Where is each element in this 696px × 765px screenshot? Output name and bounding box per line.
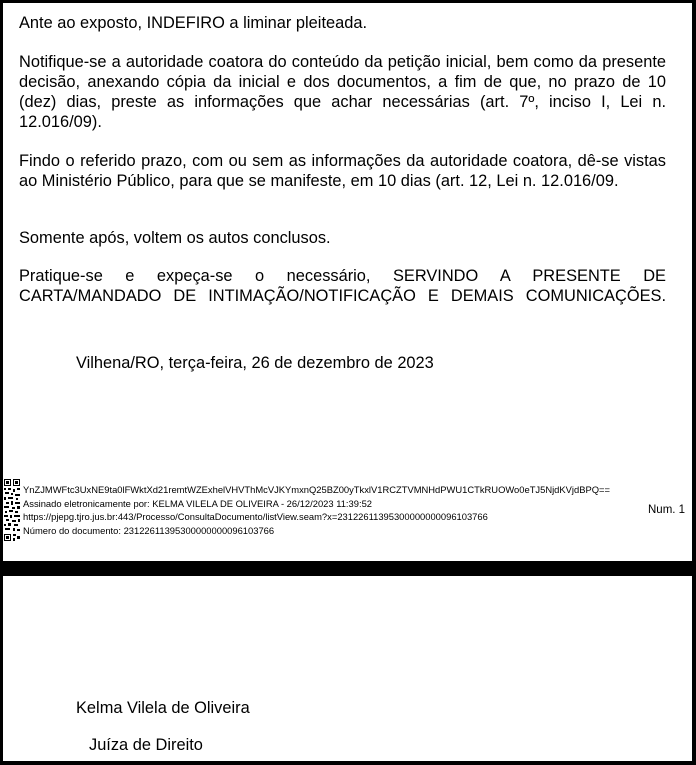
- signer-name: Kelma Vilela de Oliveira: [76, 699, 250, 717]
- page-number: Num. 1: [648, 504, 686, 516]
- electronic-signature-block: [23, 483, 610, 537]
- document-page-2: [3, 576, 692, 761]
- verification-link[interactable]: https://pjepg.tjro.jus.br:443/Processo/ConsultaDocumento/listView.seam?x=23122611395300000000096103766: [23, 511, 488, 523]
- qr-code-icon: [3, 478, 21, 542]
- signer-role: Juíza de Direito: [89, 736, 203, 754]
- document-number: Número do documento: 23122611395300000000096103766: [23, 524, 275, 536]
- document-page-1: [3, 3, 692, 561]
- place-date: Vilhena/RO, terça-feira, 26 de dezembro de 2023: [76, 354, 434, 372]
- paragraph-conclusos: Somente após, voltem os autos conclusos.: [19, 229, 331, 247]
- paragraph-ministerio-publico: Findo o referido prazo, com ou sem as informações da autoridade coatora, dê-se vistas ao Ministério Público, para que se manifeste, em 10 dias (art. 12, Lei n. 12.016/09.: [19, 152, 666, 190]
- signature-hash: YnZJMWFtc3UxNE9ta0lFWktXd21remtWZExhelVHVThMcVJKYmxnQ25BZ00yTkxlV1RCZTVMNHdPWU1CTkRUOWo0eTJ5NjdKVjdBPQ==: [23, 484, 610, 495]
- paragraph-decision: Ante ao exposto, INDEFIRO a liminar pleiteada.: [19, 14, 368, 32]
- paragraph-notification: Notifique-se a autoridade coatora do conteúdo da petição inicial, bem como da presente decisão, anexando cópia da inicial e dos documentos, a fim de que, no prazo de 10 (dez) dias, preste as informações que achar necessárias (art. 7º, inciso I, Lei n. 12.016/09).: [19, 53, 666, 131]
- signed-by: Assinado eletronicamente por: KELMA VILELA DE OLIVEIRA - 26/12/2023 11:39:52: [23, 497, 372, 509]
- paragraph-pratique-se: Pratique-se e expeça-se o necessário, SERVINDO A PRESENTE DE CARTA/MANDADO DE INTIMAÇÃO/NOTIFICAÇÃO E DEMAIS COMUNICAÇÕES.: [19, 267, 666, 305]
